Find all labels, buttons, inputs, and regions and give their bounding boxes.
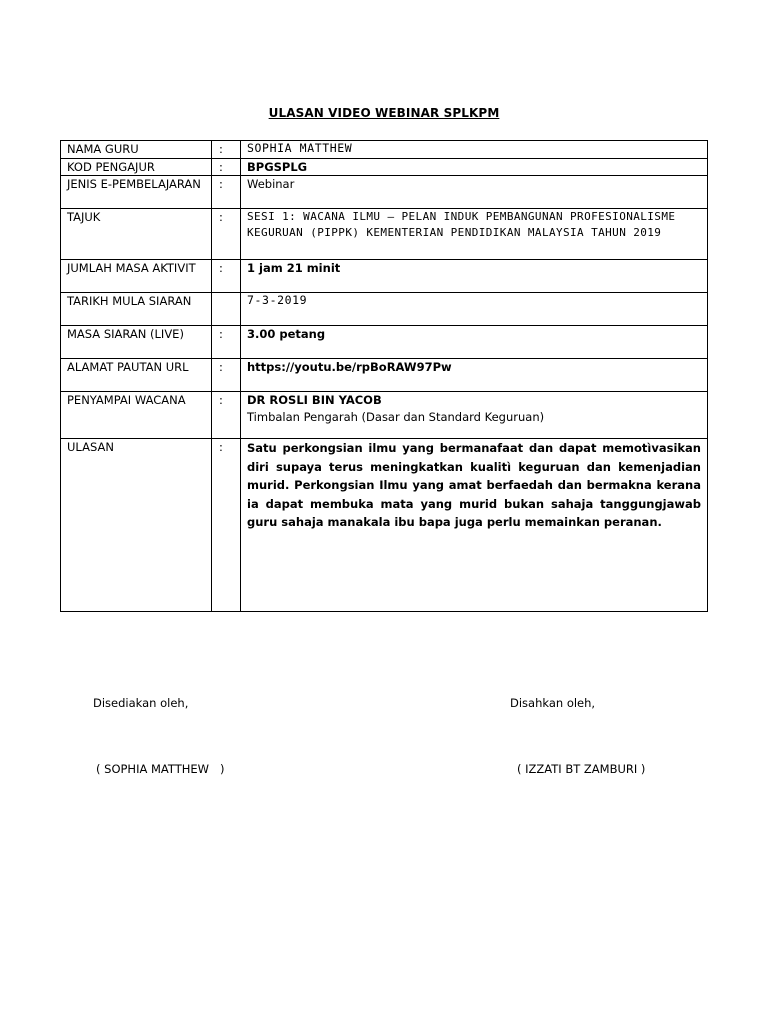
row-label-tajuk: TAJUK: [61, 209, 212, 260]
row-colon: :: [212, 260, 241, 293]
row-colon: :: [212, 209, 241, 260]
speaker-position: Timbalan Pengarah (Dasar dan Standard Keguruan): [247, 409, 545, 424]
row-colon: :: [212, 392, 241, 439]
prepared-by-name: ( SOPHIA MATTHEW ): [96, 762, 225, 776]
row-colon: :: [212, 158, 241, 176]
row-label-jumlah-masa: JUMLAH MASA AKTIVIT: [61, 260, 212, 293]
row-value-jumlah-masa: 1 jam 21 minit: [241, 260, 708, 293]
speaker-name: DR ROSLI BIN YACOB: [247, 393, 382, 407]
prepared-by-label: Disediakan oleh,: [93, 696, 189, 710]
table-row: [61, 293, 708, 326]
row-label-masa-siaran: MASA SIARAN (LIVE): [61, 326, 212, 359]
table-row: [61, 176, 708, 209]
table-row: [61, 209, 708, 260]
row-label-alamat-pautan: ALAMAT PAUTAN URL: [61, 359, 212, 392]
row-value-penyampai: [241, 392, 708, 439]
row-colon: :: [212, 326, 241, 359]
approved-by-name: ( IZZATI BT ZAMBURI ): [517, 762, 646, 776]
approved-by-label: Disahkan oleh,: [510, 696, 596, 710]
document-title: ULASAN VIDEO WEBINAR SPLKPM: [268, 106, 500, 120]
url-link[interactable]: https://youtu.be/rpBoRAW97Pw: [247, 360, 452, 374]
table-row: [61, 326, 708, 359]
row-colon: :: [212, 176, 241, 209]
webinar-review-table: [60, 140, 708, 612]
row-label-kod-pengajur: KOD PENGAJUR: [61, 158, 212, 176]
row-value-kod-pengajur: BPGSPLG: [241, 158, 708, 176]
table-row: [61, 439, 708, 612]
row-value-masa-siaran: 3.00 petang: [241, 326, 708, 359]
row-value-tarikh-mula: 7-3-2019: [241, 293, 708, 326]
table-row: [61, 158, 708, 176]
row-label-nama-guru: NAMA GURU: [61, 141, 212, 159]
row-label-jenis-pembelajaran: JENIS E-PEMBELAJARAN: [61, 176, 212, 209]
row-label-ulasan: ULASAN: [61, 439, 212, 612]
row-value-nama-guru: SOPHIA MATTHEW: [241, 141, 708, 159]
table-row: [61, 392, 708, 439]
row-colon: :: [212, 141, 241, 159]
table-row: [61, 141, 708, 159]
row-colon: [212, 293, 241, 326]
row-label-tarikh-mula: TARIKH MULA SIARAN: [61, 293, 212, 326]
row-value-ulasan: Satu perkongsian ilmu yang bermanafaat dan dapat memotìvasikan diri supaya terus meningkatkan kualitì keguruan dan kemenjadian murid. Perkongsian Ilmu yang amat berfaedah dan bermakna kerana ia dapat membuka mata yang murid bukan sahaja tanggungjawab guru sahaja manakala ibu bapa juga perlu memainkan peranan.: [241, 439, 708, 612]
row-colon: :: [212, 439, 241, 612]
row-value-tajuk: SESI 1: WACANA ILMU – PELAN INDUK PEMBANGUNAN PROFESIONALISME KEGURUAN (PIPPK) KEMENTERIAN PENDIDIKAN MALAYSIA TAHUN 2019: [241, 209, 708, 260]
table-row: [61, 359, 708, 392]
table-row: [61, 260, 708, 293]
row-label-penyampai: PENYAMPAI WACANA: [61, 392, 212, 439]
row-colon: :: [212, 359, 241, 392]
row-value-alamat-pautan: [241, 359, 708, 392]
row-value-jenis-pembelajaran: Webinar: [241, 176, 708, 209]
